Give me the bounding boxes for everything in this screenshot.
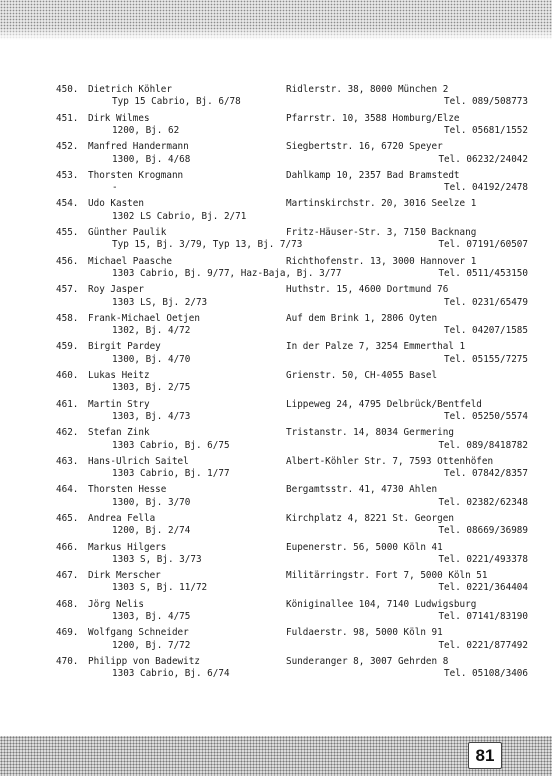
list-item <box>0 656 552 685</box>
vehicle-details: 1303 S, Bj. 3/73 <box>112 553 202 565</box>
entry-number: 451. <box>56 112 79 124</box>
member-name: Thorsten Hesse <box>88 484 167 496</box>
address: In der Palze 7, 3254 Emmerthal 1 <box>286 341 466 353</box>
telephone: Tel. 0511/453150 <box>438 267 528 279</box>
member-name: Martin Stry <box>88 398 150 410</box>
address: Huthstr. 15, 4600 Dortmund 76 <box>286 284 449 296</box>
vehicle-details: 1302 LS Cabrio, Bj. 2/71 <box>112 210 247 222</box>
vehicle-details: 1200, Bj. 2/74 <box>112 525 191 537</box>
vehicle-details: 1200, Bj. 7/72 <box>112 639 191 651</box>
entry-number: 453. <box>56 169 79 181</box>
list-item <box>0 141 552 170</box>
entry-number: 463. <box>56 455 79 467</box>
member-name: Markus Hilgers <box>88 541 167 553</box>
address: Fritz-Häuser-Str. 3, 7150 Backnang <box>286 226 477 238</box>
entry-number: 457. <box>56 284 79 296</box>
member-name: Stefan Zink <box>88 427 150 439</box>
entry-number: 455. <box>56 226 79 238</box>
list-item <box>0 256 552 285</box>
entry-number: 468. <box>56 598 79 610</box>
address: Bergamtsstr. 41, 4730 Ahlen <box>286 484 438 496</box>
telephone: Tel. 04192/2478 <box>444 182 528 194</box>
telephone: Tel. 05681/1552 <box>444 124 528 136</box>
address: Königinallee 104, 7140 Ludwigsburg <box>286 598 477 610</box>
address: Grienstr. 50, CH-4055 Basel <box>286 369 438 381</box>
list-item <box>0 399 552 428</box>
vehicle-details: 1303, Bj. 4/75 <box>112 611 191 623</box>
telephone: Tel. 0231/65479 <box>444 296 528 308</box>
member-name: Thorsten Krogmann <box>88 169 184 181</box>
entry-number: 469. <box>56 627 79 639</box>
list-item <box>0 599 552 628</box>
member-name: Roy Jasper <box>88 284 144 296</box>
telephone: Tel. 06232/24042 <box>438 153 528 165</box>
member-name: Udo Kasten <box>88 198 144 210</box>
vehicle-details: Typ 15, Bj. 3/79, Typ 13, Bj. 7/73 <box>112 239 303 251</box>
list-item <box>0 170 552 199</box>
page-number: 81 <box>468 742 502 769</box>
list-item <box>0 542 552 571</box>
member-name: Manfred Handermann <box>88 141 189 153</box>
entry-number: 459. <box>56 341 79 353</box>
telephone: Tel. 0221/493378 <box>438 553 528 565</box>
telephone: Tel. 0221/364404 <box>438 582 528 594</box>
address: Sunderanger 8, 3007 Gehrden 8 <box>286 655 449 667</box>
telephone: Tel. 089/8418782 <box>438 439 528 451</box>
address: Lippeweg 24, 4795 Delbrück/Bentfeld <box>286 398 482 410</box>
list-item <box>0 84 552 113</box>
list-item <box>0 227 552 256</box>
member-name: Jörg Nelis <box>88 598 144 610</box>
telephone: Tel. 07842/8357 <box>444 468 528 480</box>
list-item <box>0 313 552 342</box>
vehicle-details: - <box>112 182 118 194</box>
entry-number: 462. <box>56 427 79 439</box>
telephone: Tel. 07191/60507 <box>438 239 528 251</box>
list-item <box>0 513 552 542</box>
vehicle-details: Typ 15 Cabrio, Bj. 6/78 <box>112 96 241 108</box>
list-item <box>0 198 552 227</box>
vehicle-details: 1303 Cabrio, Bj. 6/75 <box>112 439 230 451</box>
vehicle-details: 1300, Bj. 3/70 <box>112 496 191 508</box>
vehicle-details: 1303, Bj. 4/73 <box>112 410 191 422</box>
address: Auf dem Brink 1, 2806 Oyten <box>286 312 438 324</box>
header-halftone-band <box>0 0 552 40</box>
vehicle-details: 1303 Cabrio, Bj. 9/77, Haz-Baja, Bj. 3/77 <box>112 267 342 279</box>
member-name: Birgit Pardey <box>88 341 161 353</box>
vehicle-details: 1300, Bj. 4/68 <box>112 153 191 165</box>
entry-number: 464. <box>56 484 79 496</box>
address: Dahlkamp 10, 2357 Bad Bramstedt <box>286 169 460 181</box>
member-name: Philipp von Badewitz <box>88 655 200 667</box>
telephone: Tel. 05108/3406 <box>444 668 528 680</box>
telephone: Tel. 02382/62348 <box>438 496 528 508</box>
address: Siegbertstr. 16, 6720 Speyer <box>286 141 443 153</box>
entry-number: 461. <box>56 398 79 410</box>
address: Kirchplatz 4, 8221 St. Georgen <box>286 512 454 524</box>
vehicle-details: 1303 Cabrio, Bj. 1/77 <box>112 468 230 480</box>
telephone: Tel. 04207/1585 <box>444 325 528 337</box>
entry-number: 452. <box>56 141 79 153</box>
entry-number: 465. <box>56 512 79 524</box>
member-name: Dirk Wilmes <box>88 112 150 124</box>
address: Tristanstr. 14, 8034 Germering <box>286 427 454 439</box>
entry-number: 466. <box>56 541 79 553</box>
entry-number: 467. <box>56 570 79 582</box>
address: Martinskirchstr. 20, 3016 Seelze 1 <box>286 198 477 210</box>
list-item <box>0 370 552 399</box>
member-name: Wolfgang Schneider <box>88 627 189 639</box>
list-item <box>0 456 552 485</box>
entry-number: 454. <box>56 198 79 210</box>
telephone: Tel. 05155/7275 <box>444 353 528 365</box>
address: Eupenerstr. 56, 5000 Köln 41 <box>286 541 443 553</box>
member-name: Frank-Michael Oetjen <box>88 312 200 324</box>
vehicle-details: 1303 Cabrio, Bj. 6/74 <box>112 668 230 680</box>
list-item <box>0 284 552 313</box>
entry-number: 450. <box>56 84 79 95</box>
telephone: Tel. 0221/877492 <box>438 639 528 651</box>
address: Pfarrstr. 10, 3588 Homburg/Elze <box>286 112 460 124</box>
member-name: Michael Paasche <box>88 255 172 267</box>
member-name: Günther Paulik <box>88 226 167 238</box>
member-name: Andrea Fella <box>88 512 156 524</box>
telephone: Tel. 05250/5574 <box>444 410 528 422</box>
list-item <box>0 570 552 599</box>
vehicle-details: 1303 LS, Bj. 2/73 <box>112 296 208 308</box>
vehicle-details: 1303 S, Bj. 11/72 <box>112 582 208 594</box>
address: Ridlerstr. 38, 8000 München 2 <box>286 84 449 95</box>
member-name: Lukas Heitz <box>88 369 150 381</box>
vehicle-details: 1302, Bj. 4/72 <box>112 325 191 337</box>
member-name: Hans-Ulrich Saitel <box>88 455 189 467</box>
entry-number: 460. <box>56 369 79 381</box>
entry-number: 456. <box>56 255 79 267</box>
address: Albert-Köhler Str. 7, 7593 Ottenhöfen <box>286 455 494 467</box>
member-name: Dietrich Köhler <box>88 84 172 95</box>
entry-number: 470. <box>56 655 79 667</box>
address: Richthofenstr. 13, 3000 Hannover 1 <box>286 255 477 267</box>
vehicle-details: 1200, Bj. 62 <box>112 124 180 136</box>
member-name: Dirk Merscher <box>88 570 161 582</box>
list-item <box>0 113 552 142</box>
address: Fuldaerstr. 98, 5000 Köln 91 <box>286 627 443 639</box>
address: Militärringstr. Fort 7, 5000 Köln 51 <box>286 570 488 582</box>
list-item <box>0 341 552 370</box>
list-item <box>0 627 552 656</box>
telephone: Tel. 089/508773 <box>444 96 528 108</box>
member-list <box>0 84 552 684</box>
entry-number: 458. <box>56 312 79 324</box>
telephone: Tel. 07141/83190 <box>438 611 528 623</box>
list-item <box>0 484 552 513</box>
telephone: Tel. 08669/36989 <box>438 525 528 537</box>
vehicle-details: 1303, Bj. 2/75 <box>112 382 191 394</box>
footer-halftone-band <box>0 736 552 776</box>
list-item <box>0 427 552 456</box>
vehicle-details: 1300, Bj. 4/70 <box>112 353 191 365</box>
